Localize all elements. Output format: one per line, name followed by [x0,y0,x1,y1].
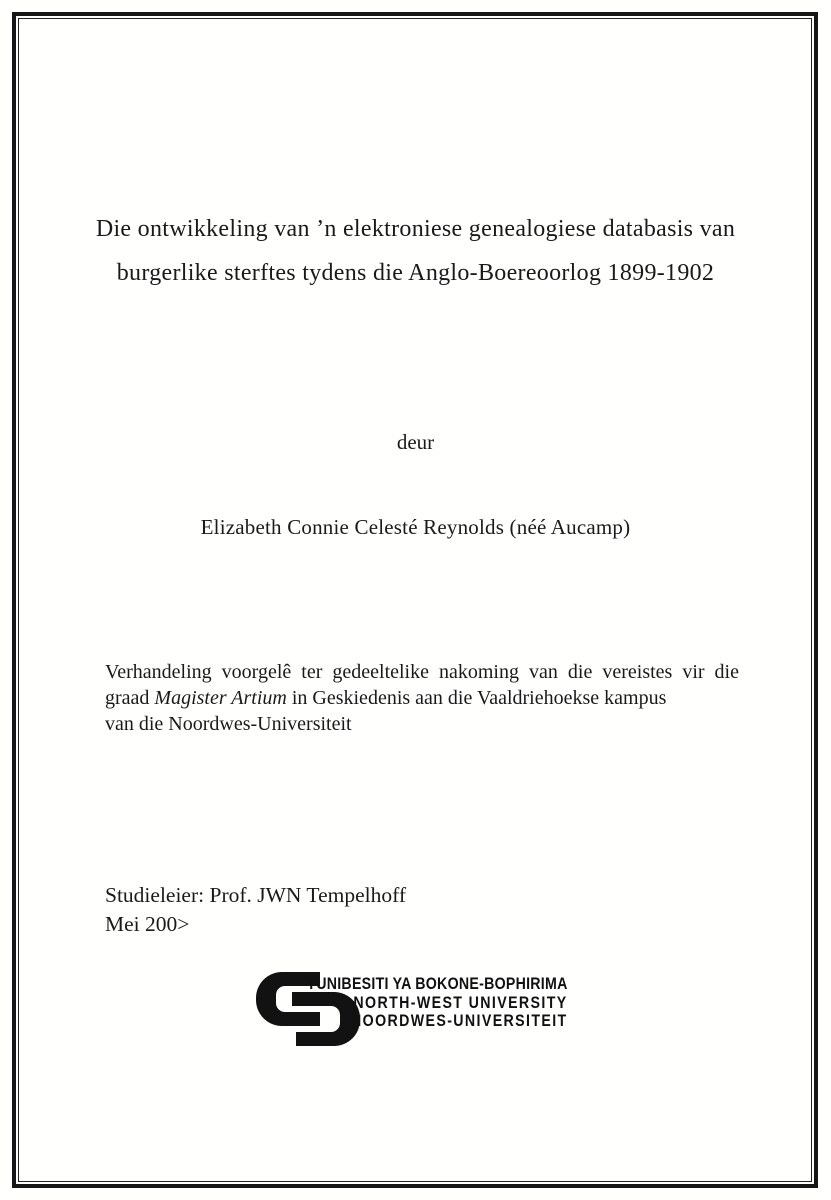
supervisor-block [105,881,406,938]
logo-line-setswana: YUNIBESITI YA BOKONE-BOPHIRIMA [306,975,568,993]
logo-text [307,975,568,1031]
submission-line-2-pre: graad [105,687,155,709]
submission-line-2-post: in Geskiedenis aan die Vaaldriehoekse kampus [286,687,667,709]
logo-line-afrikaans: NOORDWES-UNIVERSITEIT [351,1012,568,1030]
date-line: Mei 200> [105,911,190,936]
submission-line-1: Verhandeling voorgelê ter gedeeltelike nakoming van die vereistes vir die [105,661,739,683]
supervisor-line: Studieleier: Prof. JWN Tempelhoff [105,883,407,907]
author-name: Elizabeth Connie Celesté Reynolds (néé Aucamp) [200,515,631,539]
submission-line-3: van die Noordwes-Universiteit [105,713,352,735]
thesis-title-line-1: Die ontwikkeling van ’n elektroniese genealogiese databasis van [95,216,736,242]
degree-name-italic: Magister Artium [154,687,287,709]
logo-line-english: NORTH-WEST UNIVERSITY [353,993,568,1012]
thesis-title-line-2: burgerlike sterftes tydens die Anglo-Boereoorlog 1899-1902 [116,260,715,286]
submission-line-2 [105,685,739,711]
university-logo [256,971,568,1053]
byline: deur [396,430,435,454]
submission-statement [105,659,739,737]
thesis-title [40,207,791,295]
